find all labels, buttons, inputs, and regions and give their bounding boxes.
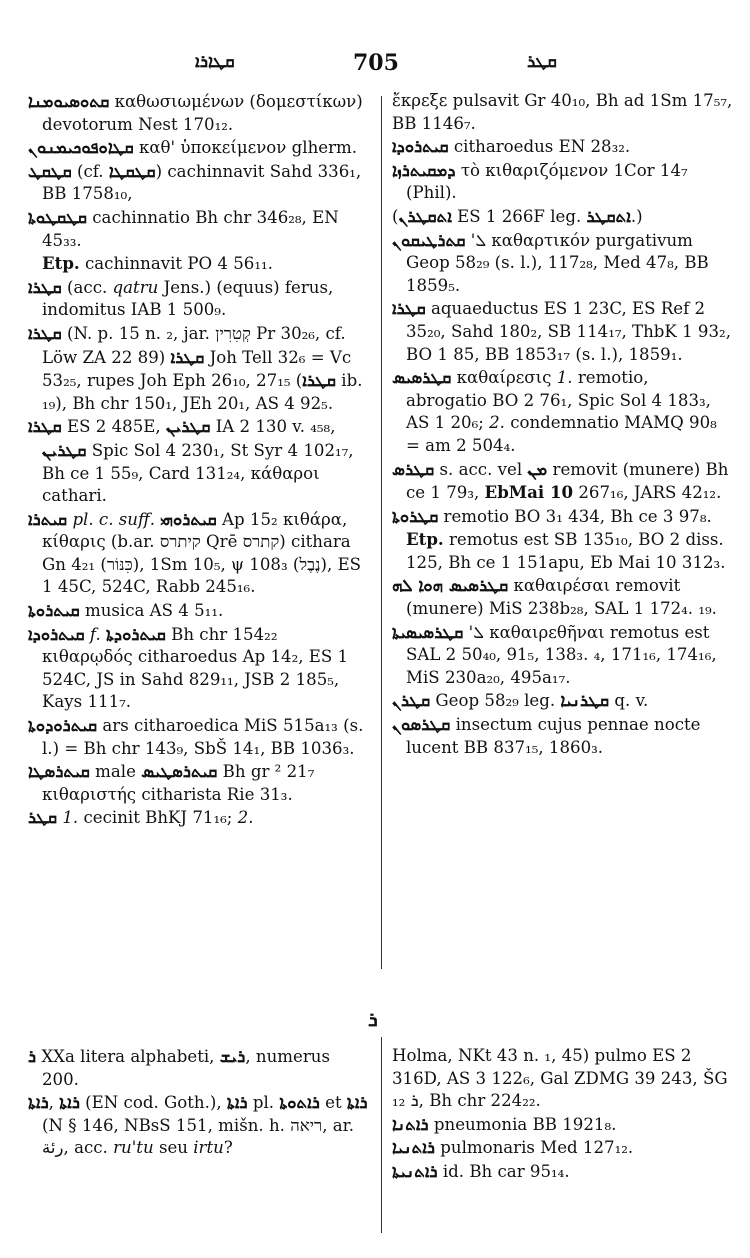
syriac-headword: ܩܛܪܣܘܢ xyxy=(392,714,451,735)
syriac-headword: ܩܛܪܢ xyxy=(392,690,431,711)
syriac-headword: ܩܝܬܪܣܛܝܣ xyxy=(141,761,218,782)
entry-text: 'ܠ καθαρτικόν purgativum Geop 58₂₉ (s. l.), 117₂₈, Med 47₈, BB 1859₅. xyxy=(406,230,709,295)
entry-text: q. v. xyxy=(609,691,649,711)
dictionary-entry xyxy=(392,505,734,529)
syriac-headword: ܪܐܬܐ xyxy=(28,1092,49,1113)
dictionary-entry xyxy=(28,206,370,252)
entry-text: καθαίρεσις xyxy=(451,368,557,388)
dictionary-entry xyxy=(28,136,370,160)
syriac-headword: ܩܛܪܝܢ xyxy=(42,439,87,460)
syriac-headword: ܩܛܪܣܝܣ ܗܘܐ ܠܗ xyxy=(392,575,509,596)
dictionary-entry xyxy=(392,229,734,298)
column-divider xyxy=(381,96,382,969)
entry-text: seu xyxy=(153,1138,194,1158)
syriac-headword: ܩܛܪܐ xyxy=(302,370,337,391)
entry-text: Holma, NKt 43 n. ₁, 45) pulmo ES 2 316D, AS 3 122₆, Gal ZDMG 39 243, ŠG ܪ ₁₂, Bh chr 224₂₂. xyxy=(392,1046,728,1111)
dictionary-entry xyxy=(392,297,734,366)
syriac-headword: ܡܢ xyxy=(527,458,548,479)
syriac-headword: ܩܛܪܐ xyxy=(392,298,426,319)
syriac-headword: ܩܬܪܛܝܩܘܢ xyxy=(392,229,466,250)
dictionary-entry xyxy=(28,415,370,507)
dictionary-entry xyxy=(28,252,370,276)
dictionary-entry xyxy=(28,623,370,714)
syriac-headword: ܩܛܩܛܘܬܐ xyxy=(28,206,87,227)
entry-text: (acc. xyxy=(61,277,113,297)
entry-text: ars citharoedica MiS 515a₁₃ (s. l.) = Bh chr 143₉, SbŠ 14₁, BB 1036₃. xyxy=(42,716,364,758)
dictionary-entry xyxy=(28,276,370,322)
dictionary-entry xyxy=(28,760,370,806)
entry-text: (EN cod. Goth.), xyxy=(79,1093,227,1113)
entry-text: et xyxy=(319,1093,347,1113)
dictionary-entry xyxy=(28,1045,370,1091)
entry-text: ? xyxy=(223,1138,233,1158)
entry-text: cachinnavit PO 4 56₁₁. xyxy=(79,254,273,274)
syriac-headword: ܪ xyxy=(28,1046,37,1066)
entry-text: remotio BO 3₁ 434, Bh ce 3 97₈. xyxy=(438,506,712,526)
entry-text: id. Bh car 95₁₄. xyxy=(437,1161,570,1181)
syriac-headword: ܪܐܬܐ xyxy=(346,1092,368,1113)
dictionary-entry xyxy=(392,689,734,713)
bottom-right-column xyxy=(392,1045,734,1184)
syriac-headword: ܩܝܬܪܘܕܐ xyxy=(392,136,449,157)
dictionary-entry xyxy=(392,528,734,574)
entry-text: ( xyxy=(392,206,399,226)
entry-text: IA 2 130 v. ₄₅₈, xyxy=(210,417,336,437)
syriac-headword: ܩܛܪܣܝܣܝܬܐ xyxy=(392,621,464,642)
dictionary-entry xyxy=(392,1160,734,1184)
dictionary-entry xyxy=(28,90,370,136)
entry-text: pl. xyxy=(247,1093,280,1113)
entry-text: , xyxy=(48,1093,60,1113)
syriac-headword: ܩܛܪܐ xyxy=(28,322,62,343)
entry-text: καθωσιωμένων (δομεστίκων) devotorum Nest 170₁₂. xyxy=(42,92,363,134)
entry-text: male xyxy=(89,762,142,782)
entry-text: musica AS 4 5₁₁. xyxy=(79,601,224,621)
entry-text: ES 1 266F leg. xyxy=(451,206,587,226)
syriac-headword: ܩܝܬܪܐ xyxy=(28,508,68,529)
syriac-headword: ܐܬܩܛܪ xyxy=(586,205,631,226)
syriac-headword: ܩܝܬܪܣܛܐ xyxy=(28,761,90,782)
entry-text: ib. ₁₉), Bh chr 150₁, JEh 20₁, AS 4 92₅. xyxy=(42,371,363,413)
dictionary-entry xyxy=(28,714,370,760)
running-head-left: ܩܛܐܪܐ xyxy=(195,52,235,72)
dictionary-entry xyxy=(392,135,734,159)
page-header xyxy=(0,52,750,82)
entry-text: Ap 15₂ κιθάρα, κίθαρις (b.ar. קיתרס Qrē קתרס) cithara Gn 4₂₁ (כִּנּוֹר), 1Sm 10₅, ψ 108₃ (נֶבֶל), ES 1 45C, 524C, Rabb 245₁₆. xyxy=(42,509,362,597)
dictionary-entry xyxy=(392,205,734,229)
syriac-headword: ܩܛܪܣ xyxy=(392,458,435,479)
entry-text: (N. p. 15 n. ₂, jar. קְטִרִין Pr 30₂₆, cf. Löw ZA 22 89) xyxy=(42,323,346,367)
section-letter: ܪ xyxy=(368,1007,378,1031)
syriac-headword: ܩܛܐܘܦܘܟܝܡܢܘܢ xyxy=(28,137,134,158)
syriac-headword: ܪܐܬܐ xyxy=(226,1092,248,1113)
syriac-headword: ܩܛܪܐ xyxy=(28,416,62,437)
page-number: 705 xyxy=(353,50,399,76)
dictionary-entry xyxy=(392,621,734,690)
syriac-headword: ܩܛܪܝܢ xyxy=(165,416,211,437)
syriac-headword: ܩܛܪܘܬܐ xyxy=(392,505,439,526)
dictionary-entry xyxy=(392,159,734,205)
syriac-headword: ܩܝܬܪܘܬܐ xyxy=(28,600,80,621)
dictionary-entry xyxy=(392,1136,734,1160)
dictionary-entry xyxy=(28,322,370,415)
entry-text: καθ' ὑποκείμενον glherm. xyxy=(133,138,358,158)
italic-text: 1. xyxy=(556,368,573,388)
entry-text: Jens.) (equus) ferus, indomitus IAB 1 500₉. xyxy=(42,277,334,320)
syriac-headword: ܩܝܬܪܘܕܐ xyxy=(28,623,85,644)
entry-text: cecinit BhKJ 71₁₆; xyxy=(78,808,238,828)
entry-text: pulmonaris Med 127₁₂. xyxy=(434,1138,634,1158)
entry-text: 'ܠ καθαιρεθῆναι remotus est SAL 2 50₄₀, 91₅, 138₃. ₄, 171₁₆, 174₁₆, MiS 230a₂₀, 495a₁₇. xyxy=(406,622,717,687)
syriac-headword: ܪܐܬܢܝܬܐ xyxy=(392,1160,438,1181)
syriac-headword: ܪܐܬܢܝܐ xyxy=(392,1137,435,1158)
entry-text: pneumonia BB 1921₈. xyxy=(428,1114,617,1134)
syriac-headword: ܪܐܬܢܐ xyxy=(392,1113,429,1134)
dictionary-entry xyxy=(392,366,734,457)
entry-text: cachinnatio Bh chr 346₂₈, EN 45₃₃. xyxy=(42,207,339,250)
dictionary-entry xyxy=(392,574,734,620)
dictionary-entry xyxy=(28,508,370,599)
syriac-headword: ܩܝܬܪܘܕܘܬܐ xyxy=(28,715,98,736)
running-head-right: ܩܛܪ xyxy=(527,52,557,72)
bottom-left-column xyxy=(28,1045,370,1160)
entry-text: Spic Sol 4 230₁, St Syr 4 102₁₇, Bh ce 1 55₉, Card 131₂₄, κάθαροι cathari. xyxy=(42,440,354,506)
syriac-headword: ܩܛܪܣܝܣ xyxy=(392,367,452,388)
stem-label: EbMai 10 xyxy=(484,482,574,503)
italic-text: ru'tu xyxy=(113,1138,154,1158)
italic-text: irtu xyxy=(193,1138,224,1158)
entry-text: ES 2 485E, xyxy=(61,417,166,437)
entry-text: Bh chr 154₂₂ κιθαρῳδός citharoedus Ap 14₂, ES 1 524C, JS in Sahd 829₁₁, JSB 2 185₅, Kays 111₇. xyxy=(42,624,349,712)
syriac-headword: ܩܛܩܛ xyxy=(28,160,72,181)
syriac-headword: ܩܛܪ xyxy=(28,807,58,828)
syriac-headword: ܩܛܪܢܝܐ xyxy=(560,690,610,711)
entry-text: XXa litera alphabeti, xyxy=(36,1047,220,1066)
syriac-headword: ܪܐܬܘܬܐ xyxy=(279,1092,320,1113)
italic-text: f. xyxy=(89,624,101,644)
entry-text: Joh Tell 32₆ = Vc 53₂₅, rupes Joh Eph 26₁₀, 27₁₅ ( xyxy=(42,347,352,391)
entry-text: Bh gr ² 21₇ κιθαριστής citharista Rie 31₃. xyxy=(42,762,315,804)
dictionary-entry xyxy=(28,1091,370,1160)
dictionary-entry xyxy=(392,90,734,135)
entry-text: , numerus 200. xyxy=(42,1047,330,1089)
stem-label: Etp. xyxy=(42,253,80,274)
syriac-headword: ܩܬܘܣܝܘܡܢܐ xyxy=(28,91,110,111)
italic-text: 2. xyxy=(237,808,254,828)
entry-text: remotio, abrogatio BO 2 76₁, Spic Sol 4 183₃, AS 1 20₆; xyxy=(406,368,711,433)
left-column xyxy=(28,90,370,830)
italic-text: qatru xyxy=(112,277,159,297)
entry-text: (N § 146, NBsS 151, mišn. h. ריאה, ar. رئة, acc. xyxy=(42,1115,355,1158)
syriac-headword: ܕܡܩܝܬܪܙܐ xyxy=(392,159,456,180)
entry-text: insectum cujus pennae nocte lucent BB 837₁₅, 1860₃. xyxy=(406,715,701,757)
syriac-headword: ܩܛܩܛܐ xyxy=(108,160,156,181)
syriac-headword: ܐܬܩܛܪܢ xyxy=(398,205,452,226)
bottom-column-divider xyxy=(381,1037,382,1233)
entry-text: (cf. xyxy=(71,161,109,181)
entry-text: 267₁₆, JARS 42₁₂. xyxy=(573,483,722,503)
entry-text: aquaeductus ES 1 23C, ES Ref 2 35₂₀, Sahd 180₂, SB 114₁₇, ThbK 1 93₂, BO 1 85, BB 1853₁₇ (s. l.), 1859₁. xyxy=(406,299,731,364)
entry-text: ) cachinnavit Sahd 336₁, BB 1758₁₀, xyxy=(42,161,362,204)
italic-text: 2. xyxy=(489,413,505,433)
italic-text: 1. xyxy=(62,808,79,828)
syriac-headword: ܩܝܬܪܘܕܬܐ xyxy=(106,623,166,644)
entry-text: s. acc. vel xyxy=(434,459,528,479)
dictionary-entry xyxy=(392,1045,734,1113)
stem-label: Etp. xyxy=(406,529,444,550)
dictionary-entry xyxy=(28,160,370,206)
entry-text: removit (munere) Bh ce 1 79₃, xyxy=(406,459,729,503)
syriac-headword: ܩܛܪܐ xyxy=(170,346,205,367)
dictionary-entry xyxy=(28,599,370,623)
entry-text: καθαιρέσαι removit (munere) MiS 238b₂₈, SAL 1 172₄. ₁₉. xyxy=(406,576,717,619)
dictionary-entry xyxy=(392,1113,734,1137)
syriac-headword: ܩܛܪܐ xyxy=(28,276,62,297)
syriac-headword: ܪܐܬܐ xyxy=(59,1092,80,1113)
entry-text: remotus est SB 135₁₀, BO 2 diss. 125, Bh ce 1 151apu, Eb Mai 10 312₃. xyxy=(406,530,726,572)
entry-text: ἔκρεξε pulsavit Gr 40₁₀, Bh ad 1Sm 17₅₇, BB 1146₇. xyxy=(392,91,733,133)
entry-text: condemnatio MAMQ 90₈ = am 2 504₄. xyxy=(406,413,717,455)
entry-text: citharoedus EN 28₃₂. xyxy=(448,137,631,157)
dictionary-entry xyxy=(392,458,734,505)
entry-text: τὸ κιθαριζόμενον 1Cor 14₇ (Phil). xyxy=(406,160,688,203)
syriac-headword: ܪܝܫ xyxy=(219,1046,246,1066)
right-column xyxy=(392,90,734,759)
entry-text: Geop 58₂₉ leg. xyxy=(430,691,561,711)
syriac-headword: ܩܝܬܪܘܗܝ xyxy=(160,508,217,529)
dictionary-entry xyxy=(392,713,734,759)
dictionary-entry xyxy=(28,806,370,830)
italic-text: pl. c. suff. xyxy=(72,509,155,529)
entry-text: .) xyxy=(630,206,643,226)
